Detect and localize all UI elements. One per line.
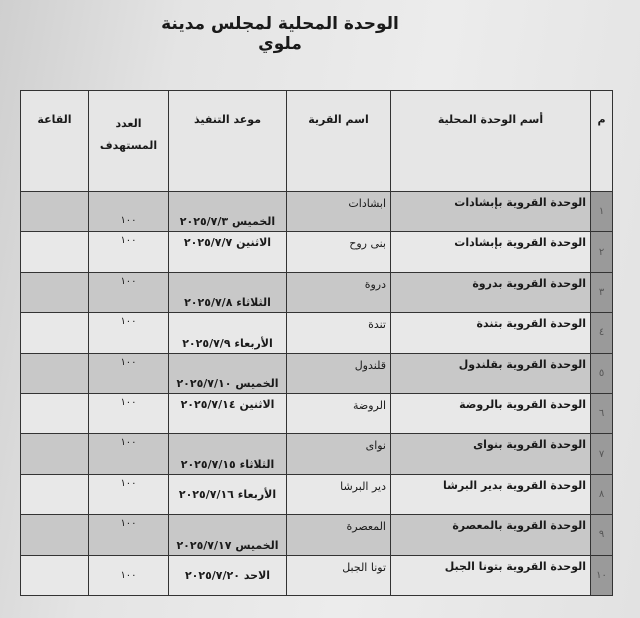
row-date: الخميس ٢٠٢٥/٧/٣ bbox=[169, 192, 287, 232]
row-unit: الوحدة القروية بإبشادات bbox=[391, 232, 591, 272]
row-village: الروضة bbox=[287, 393, 391, 433]
row-count: ١٠٠ bbox=[89, 474, 169, 514]
table-row bbox=[21, 393, 613, 433]
row-count: ١٠٠ bbox=[89, 515, 169, 555]
schedule-table bbox=[20, 90, 613, 596]
row-count: ١٠٠ bbox=[89, 192, 169, 232]
row-date: الاثنين ٢٠٢٥/٧/١٤ bbox=[169, 393, 287, 433]
row-hall bbox=[21, 272, 89, 312]
table-row bbox=[21, 474, 613, 514]
row-num: ٧ bbox=[591, 434, 613, 474]
row-num: ٦ bbox=[591, 393, 613, 433]
row-num: ١ bbox=[591, 192, 613, 232]
row-unit: الوحدة القروية بدير البرشا bbox=[391, 474, 591, 514]
header-unit: أسم الوحدة المحلية bbox=[391, 91, 591, 192]
table-row bbox=[21, 232, 613, 272]
row-date: الخميس ٢٠٢٥/٧/١٠ bbox=[169, 353, 287, 393]
row-date: الأربعاء ٢٠٢٥/٧/٩ bbox=[169, 313, 287, 353]
header-count: العدد المستهدف bbox=[89, 91, 169, 192]
row-hall bbox=[21, 474, 89, 514]
row-unit: الوحدة القروية بتونا الجبل bbox=[391, 555, 591, 595]
row-village: ابشادات bbox=[287, 192, 391, 232]
row-num: ٥ bbox=[591, 353, 613, 393]
row-count: ١٠٠ bbox=[89, 232, 169, 272]
header-date: موعد التنفيذ bbox=[169, 91, 287, 192]
row-num: ٩ bbox=[591, 515, 613, 555]
row-date: الأربعاء ٢٠٢٥/٧/١٦ bbox=[169, 474, 287, 514]
row-village: نواى bbox=[287, 434, 391, 474]
row-unit: الوحدة القروية بدروة bbox=[391, 272, 591, 312]
row-unit: الوحدة القروية بإبشادات bbox=[391, 192, 591, 232]
header-village: اسم القرية bbox=[287, 91, 391, 192]
row-num: ٢ bbox=[591, 232, 613, 272]
row-date: الثلاثاء ٢٠٢٥/٧/١٥ bbox=[169, 434, 287, 474]
row-hall bbox=[21, 515, 89, 555]
document-title: الوحدة المحلية لمجلس مدينة ملوي bbox=[161, 14, 399, 54]
row-num: ٤ bbox=[591, 313, 613, 353]
row-count: ١٠٠ bbox=[89, 555, 169, 595]
table-row bbox=[21, 192, 613, 232]
row-village: دروة bbox=[287, 272, 391, 312]
row-unit: الوحدة القروية بتندة bbox=[391, 313, 591, 353]
row-count: ١٠٠ bbox=[89, 434, 169, 474]
row-hall bbox=[21, 393, 89, 433]
row-hall bbox=[21, 192, 89, 232]
row-hall bbox=[21, 313, 89, 353]
row-num: ٣ bbox=[591, 272, 613, 312]
table-row bbox=[21, 353, 613, 393]
row-village: بنى روح bbox=[287, 232, 391, 272]
row-hall bbox=[21, 232, 89, 272]
table-row bbox=[21, 434, 613, 474]
row-village: المعصرة bbox=[287, 515, 391, 555]
row-num: ٨ bbox=[591, 474, 613, 514]
row-count: ١٠٠ bbox=[89, 353, 169, 393]
row-count: ١٠٠ bbox=[89, 313, 169, 353]
table-row bbox=[21, 272, 613, 312]
table-header-row bbox=[21, 91, 613, 192]
row-hall bbox=[21, 555, 89, 595]
header-num: م bbox=[591, 91, 613, 192]
row-unit: الوحدة القروية بنواى bbox=[391, 434, 591, 474]
row-village: تندة bbox=[287, 313, 391, 353]
header-hall: القاعة bbox=[21, 91, 89, 192]
row-village: قلندول bbox=[287, 353, 391, 393]
row-date: الخميس ٢٠٢٥/٧/١٧ bbox=[169, 515, 287, 555]
row-date: الاثنين ٢٠٢٥/٧/٧ bbox=[169, 232, 287, 272]
table-row bbox=[21, 515, 613, 555]
row-village: دير البرشا bbox=[287, 474, 391, 514]
row-unit: الوحدة القروية بالروضة bbox=[391, 393, 591, 433]
row-date: الثلاثاء ٢٠٢٥/٧/٨ bbox=[169, 272, 287, 312]
table-row bbox=[21, 555, 613, 595]
row-unit: الوحدة القروية بالمعصرة bbox=[391, 515, 591, 555]
row-count: ١٠٠ bbox=[89, 393, 169, 433]
row-unit: الوحدة القروية بقلندول bbox=[391, 353, 591, 393]
table-row bbox=[21, 313, 613, 353]
row-village: تونا الجبل bbox=[287, 555, 391, 595]
row-date: الاحد ٢٠٢٥/٧/٢٠ bbox=[169, 555, 287, 595]
row-hall bbox=[21, 434, 89, 474]
row-hall bbox=[21, 353, 89, 393]
row-count: ١٠٠ bbox=[89, 272, 169, 312]
row-num: ١٠ bbox=[591, 555, 613, 595]
